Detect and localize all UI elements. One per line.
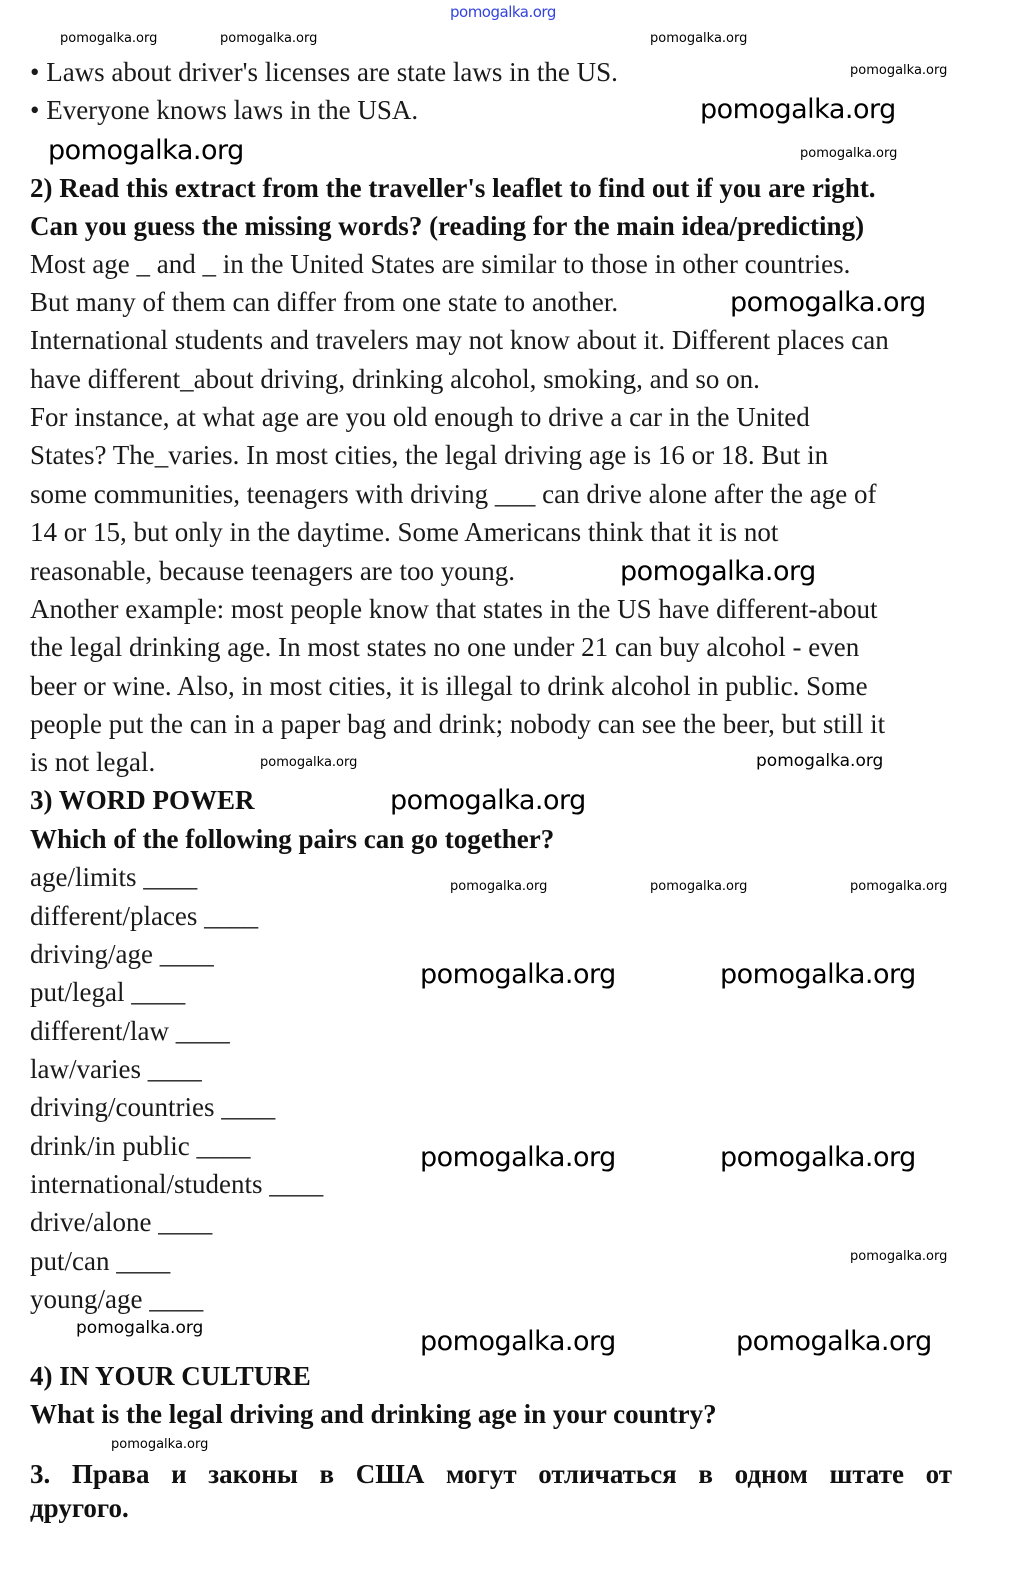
watermark: pomogalka.org bbox=[420, 959, 616, 990]
text-line: International students and travelers may not know about it. Different places can bbox=[30, 325, 889, 355]
text-line: But many of them can differ from one state to another. bbox=[30, 287, 619, 317]
section3-question: Which of the following pairs can go together? bbox=[30, 824, 555, 854]
text-line: have different_about driving, drinking alcohol, smoking, and so on. bbox=[30, 364, 760, 394]
pair-item: law/varies ____ bbox=[30, 1054, 202, 1084]
pair-item: young/age ____ bbox=[30, 1284, 204, 1314]
pair-item: international/students ____ bbox=[30, 1169, 324, 1199]
answer-line bbox=[30, 1458, 952, 1490]
section2-heading: Can you guess the missing words? (reading for the main idea/predicting) bbox=[30, 211, 865, 241]
watermark: pomogalka.org bbox=[736, 1326, 932, 1357]
watermark: pomogalka.org bbox=[420, 1142, 616, 1173]
text-line: Most age _ and _ in the United States are similar to those in other countries. bbox=[30, 249, 851, 279]
watermark: pomogalka.org bbox=[60, 31, 158, 46]
pair-item: put/can ____ bbox=[30, 1246, 171, 1276]
text-line: reasonable, because teenagers are too young. bbox=[30, 556, 516, 586]
text-line: some communities, teenagers with driving ___ can drive alone after the age of bbox=[30, 479, 877, 509]
text-line: is not legal. bbox=[30, 747, 156, 777]
text-line: the legal drinking age. In most states no one under 21 can buy alcohol - even bbox=[30, 632, 860, 662]
watermark: pomogalka.org bbox=[111, 1437, 209, 1452]
watermark: pomogalka.org bbox=[650, 31, 748, 46]
text-line: Another example: most people know that states in the US have different-about bbox=[30, 594, 878, 624]
pair-item: driving/countries ____ bbox=[30, 1092, 276, 1122]
header-watermark: pomogalka.org bbox=[450, 3, 556, 21]
answer-text: 3. Права и законы в США могут отличаться в одном штате от bbox=[30, 1459, 952, 1489]
watermark: pomogalka.org bbox=[800, 146, 898, 161]
section2-heading: 2) Read this extract from the traveller's leaflet to find out if you are right. bbox=[30, 173, 876, 203]
pair-item: age/limits ____ bbox=[30, 862, 198, 892]
watermark: pomogalka.org bbox=[756, 751, 884, 771]
watermark: pomogalka.org bbox=[390, 785, 586, 816]
watermark: pomogalka.org bbox=[730, 287, 926, 318]
watermark: pomogalka.org bbox=[850, 63, 948, 78]
watermark: pomogalka.org bbox=[850, 879, 948, 894]
pair-item: drink/in public ____ bbox=[30, 1131, 251, 1161]
watermark: pomogalka.org bbox=[260, 755, 358, 770]
answer-line: другого. bbox=[30, 1493, 129, 1523]
bullet: • Everyone knows laws in the USA. bbox=[30, 95, 419, 125]
watermark: pomogalka.org bbox=[720, 959, 916, 990]
text-line: For instance, at what age are you old enough to drive a car in the United bbox=[30, 402, 810, 432]
pair-item: drive/alone ____ bbox=[30, 1207, 213, 1237]
watermark: pomogalka.org bbox=[48, 135, 244, 166]
watermark: pomogalka.org bbox=[700, 94, 896, 125]
pair-item: put/legal ____ bbox=[30, 977, 186, 1007]
bullet: • Laws about driver's licenses are state laws in the US. bbox=[30, 57, 618, 87]
watermark: pomogalka.org bbox=[850, 1249, 948, 1264]
watermark: pomogalka.org bbox=[76, 1318, 204, 1338]
pair-item: different/law ____ bbox=[30, 1016, 230, 1046]
text-line: beer or wine. Also, in most cities, it is illegal to drink alcohol in public. Some bbox=[30, 671, 868, 701]
watermark: pomogalka.org bbox=[650, 879, 748, 894]
pair-item: different/places ____ bbox=[30, 901, 259, 931]
pair-item: driving/age ____ bbox=[30, 939, 214, 969]
text-line: States? The_varies. In most cities, the legal driving age is 16 or 18. But in bbox=[30, 440, 829, 470]
section3-heading: 3) WORD POWER bbox=[30, 785, 255, 815]
section4-question: What is the legal driving and drinking age in your country? bbox=[30, 1399, 717, 1429]
watermark: pomogalka.org bbox=[450, 879, 548, 894]
watermark: pomogalka.org bbox=[220, 31, 318, 46]
watermark: pomogalka.org bbox=[620, 556, 816, 587]
text-line: people put the can in a paper bag and drink; nobody can see the beer, but still it bbox=[30, 709, 886, 739]
watermark: pomogalka.org bbox=[420, 1326, 616, 1357]
text-line: 14 or 15, but only in the daytime. Some Americans think that it is not bbox=[30, 517, 779, 547]
section4-heading: 4) IN YOUR CULTURE bbox=[30, 1361, 311, 1391]
watermark: pomogalka.org bbox=[720, 1142, 916, 1173]
